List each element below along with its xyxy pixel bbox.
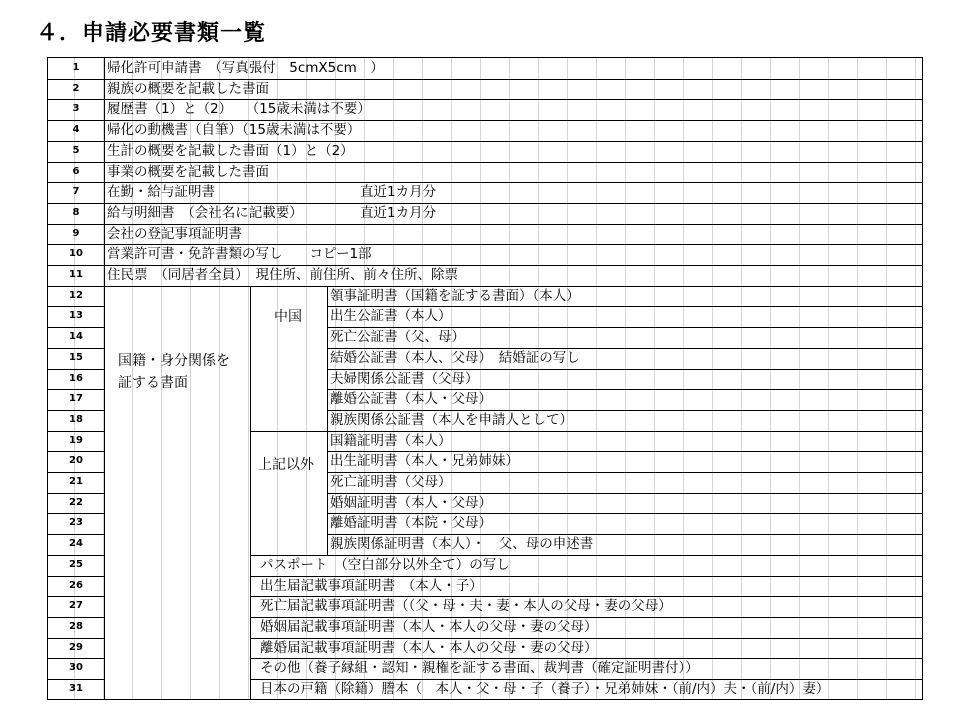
row-number: 24 [69, 538, 83, 550]
row-text: 親族関係公証書（本人を申請人として） [330, 411, 573, 428]
row-text: 帰化許可申請書 （写真張付 5cmX5cm ） [107, 60, 384, 76]
row-text: 離婚届記載事項証明書（本人・本人の父母・妻の父母） [260, 639, 598, 656]
row-text: 在勤・給与証明書 [107, 184, 215, 201]
row-number: 3 [72, 103, 80, 115]
row-text: 帰化の動機書（自筆）（15歳未満は不要） [107, 122, 361, 139]
row-number: 25 [69, 558, 83, 570]
row-text: 出生証明書（本人・兄弟姉妹） [330, 453, 519, 470]
row-text: 事業の概要を記載した書面 [107, 163, 269, 180]
row-number: 6 [72, 165, 80, 177]
row-number: 13 [69, 310, 83, 322]
row-text: 国籍証明書（本人） [330, 432, 452, 449]
row-text: 離婚証明書（本院・父母） [330, 515, 492, 532]
row-text: 営業許可書・免許書類の写し コピー1部 [107, 246, 372, 263]
page-title: ４．申請必要書類一覧 [36, 21, 267, 46]
row-number: 12 [69, 289, 83, 301]
row-number: 26 [69, 579, 83, 591]
row-number: 29 [69, 641, 83, 653]
group-label-line-1: 国籍・身分関係を [118, 353, 230, 369]
row-number: 23 [69, 517, 83, 529]
row-text: 親族関係証明書（本人）・ 父、母の申述書 [330, 536, 594, 553]
row-text: 夫婦関係公証書（父母） [330, 370, 479, 387]
row-text: 死亡公証書（父、母） [330, 329, 465, 346]
document-table [47, 57, 923, 700]
row-number: 2 [72, 82, 80, 94]
row-number: 11 [69, 269, 83, 280]
row-number: 31 [69, 683, 83, 694]
row-text: 親族の概要を記載した書面 [107, 80, 269, 97]
row-number: 1 [72, 62, 80, 73]
row-number: 15 [69, 351, 83, 363]
row-number: 27 [69, 600, 83, 612]
row-text: 日本の戸籍（除籍）謄本（ 本人・父・母・子（養子）・兄弟姉妹・（前/内）夫・（前/内）妻） [260, 681, 830, 697]
row-text: 領事証明書（国籍を証する書面）（本人） [330, 287, 580, 304]
row-number: 4 [72, 124, 80, 136]
row-number: 10 [69, 248, 83, 260]
row-text: 住民票 （同居者全員） 現住所、前住所、前々住所、除票 [107, 267, 458, 283]
row-number: 30 [69, 662, 83, 674]
row-number: 21 [69, 476, 83, 487]
row-number: 28 [69, 620, 83, 632]
row-text: その他（養子縁組・認知・親権を証する書面、裁判書（確定証明書付）） [260, 660, 699, 677]
row-text: パスポート （空白部分以外全て）の写し [260, 556, 510, 573]
row-text: 出生届記載事項証明書 （本人・子） [260, 577, 483, 594]
subgroup-label-other: 上記以外 [258, 457, 314, 473]
row-number: 9 [72, 227, 80, 239]
row-number: 16 [69, 372, 83, 384]
row-number: 22 [69, 496, 83, 508]
row-text: 給与明細書 （会社名に記載要） [107, 204, 303, 221]
group-label-line-2: 証する書面 [118, 375, 188, 391]
row-text: 婚姻届記載事項証明書（本人・本人の父母・妻の父母） [260, 618, 598, 635]
row-text: 結婚公証書（本人、父母） 結婚証の写し [330, 349, 580, 366]
row-text: 死亡証明書（父母） [330, 474, 452, 490]
row-number: 18 [69, 413, 83, 425]
row-text: 出生公証書（本人） [330, 308, 452, 325]
row-number: 14 [69, 331, 83, 343]
row-text: 会社の登記事項証明書 [107, 225, 242, 242]
col-divider-number [104, 58, 105, 700]
row-text: 婚姻証明書（本人・父母） [330, 494, 492, 511]
row-number: 20 [69, 455, 83, 467]
row-note: 直近1カ月分 [360, 204, 437, 221]
row-number: 5 [72, 144, 80, 156]
row-text: 離婚公証書（本人・父母） [330, 391, 492, 408]
row-text: 生計の概要を記載した書面（1）と（2） [107, 142, 354, 159]
row-text: 履歴書（1）と（2） （15歳未満は不要） [107, 101, 371, 118]
row-number: 19 [69, 434, 83, 446]
row-number: 17 [69, 393, 83, 405]
row-number: 7 [72, 186, 80, 198]
row-note: 直近1カ月分 [360, 184, 437, 201]
subgroup-label-china: 中国 [274, 309, 302, 325]
row-number: 8 [72, 206, 80, 218]
col-divider-subgroup [327, 286, 328, 555]
row-text: 死亡届記載事項証明書（（父・母・夫・妻・本人の父母・妻の父母） [260, 598, 672, 615]
